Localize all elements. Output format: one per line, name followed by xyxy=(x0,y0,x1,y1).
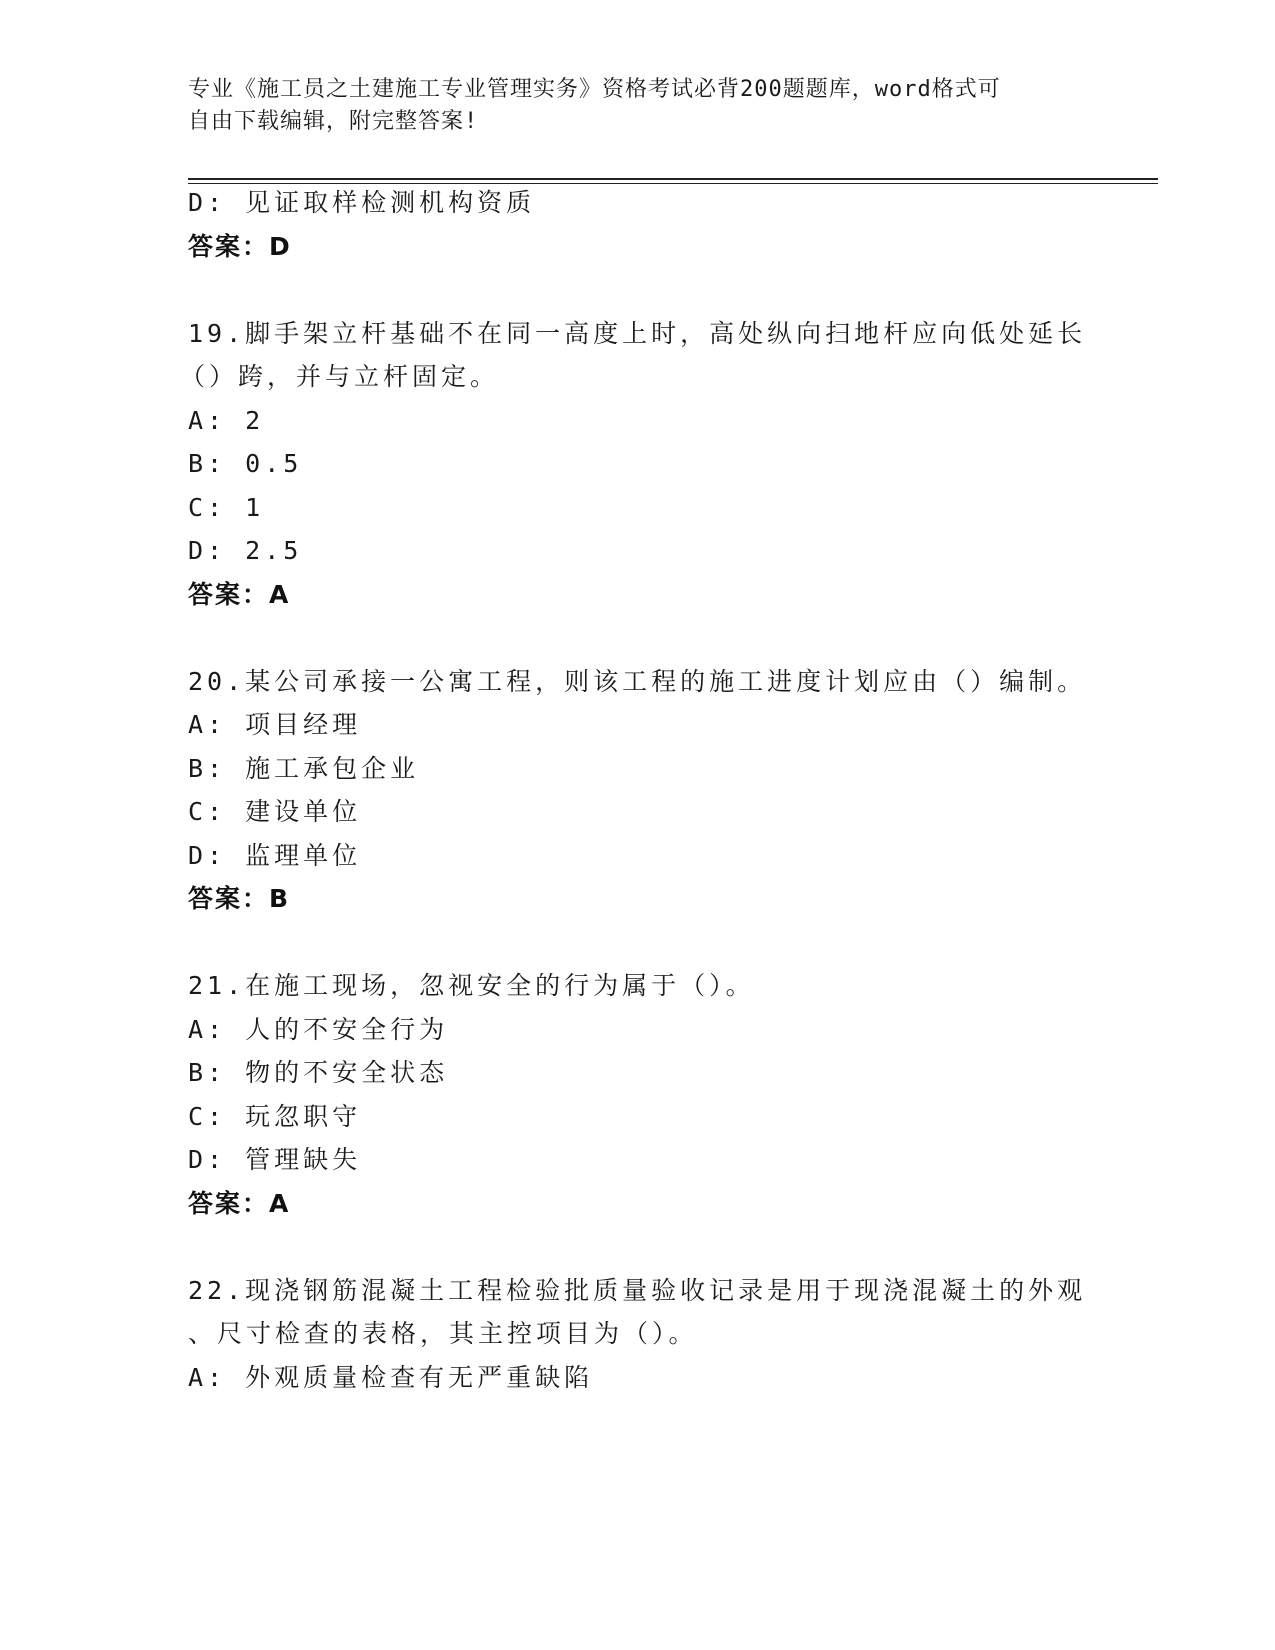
header-line-1: 专业《施工员之土建施工专业管理实务》资格考试必背200题题库，word格式可 xyxy=(188,77,1001,102)
question-19-option-b: B: 0.5 xyxy=(188,449,303,478)
question-19-option-c: C: 1 xyxy=(188,493,265,522)
question-20-option-c: C: 建设单位 xyxy=(188,797,362,826)
question-19-answer: 答案：A xyxy=(188,580,291,609)
question-21-option-a: A: 人的不安全行为 xyxy=(188,1015,449,1044)
question-20-option-d: D: 监理单位 xyxy=(188,841,362,870)
prev-answer: 答案：D xyxy=(188,232,292,261)
question-21-option-b: B: 物的不安全状态 xyxy=(188,1058,449,1087)
question-20-option-b: B: 施工承包企业 xyxy=(188,754,420,783)
question-21-text-line-1: 21.在施工现场，忽视安全的行为属于（）。 xyxy=(188,971,755,1000)
question-19-option-d: D: 2.5 xyxy=(188,536,303,565)
question-19-text-line-1: 19.脚手架立杆基础不在同一高度上时，高处纵向扫地杆应向低处延长 xyxy=(188,319,1087,348)
question-19-option-a: A: 2 xyxy=(188,406,265,435)
question-20-text-line-1: 20.某公司承接一公寓工程，则该工程的施工进度计划应由（）编制。 xyxy=(188,667,1087,696)
question-21-answer: 答案：A xyxy=(188,1189,291,1218)
prev-option-d: D: 见证取样检测机构资质 xyxy=(188,188,536,217)
header-line-2: 自由下载编辑，附完整答案! xyxy=(188,109,479,134)
question-19-text-line-2: （）跨，并与立杆固定。 xyxy=(180,362,500,391)
question-20-answer: 答案：B xyxy=(188,884,291,913)
question-22-text-line-1: 22.现浇钢筋混凝土工程检验批质量验收记录是用于现浇混凝土的外观 xyxy=(188,1276,1087,1305)
question-20-option-a: A: 项目经理 xyxy=(188,710,362,739)
document-header xyxy=(188,74,1068,138)
question-21-option-c: C: 玩忽职守 xyxy=(188,1102,362,1131)
header-divider-thin xyxy=(188,183,1158,184)
question-21-option-d: D: 管理缺失 xyxy=(188,1145,362,1174)
question-22-text-line-2: 、尺寸检查的表格，其主控项目为（）。 xyxy=(188,1319,698,1348)
header-divider-thick xyxy=(188,178,1158,180)
question-22-option-a: A: 外观质量检查有无严重缺陷 xyxy=(188,1363,594,1392)
